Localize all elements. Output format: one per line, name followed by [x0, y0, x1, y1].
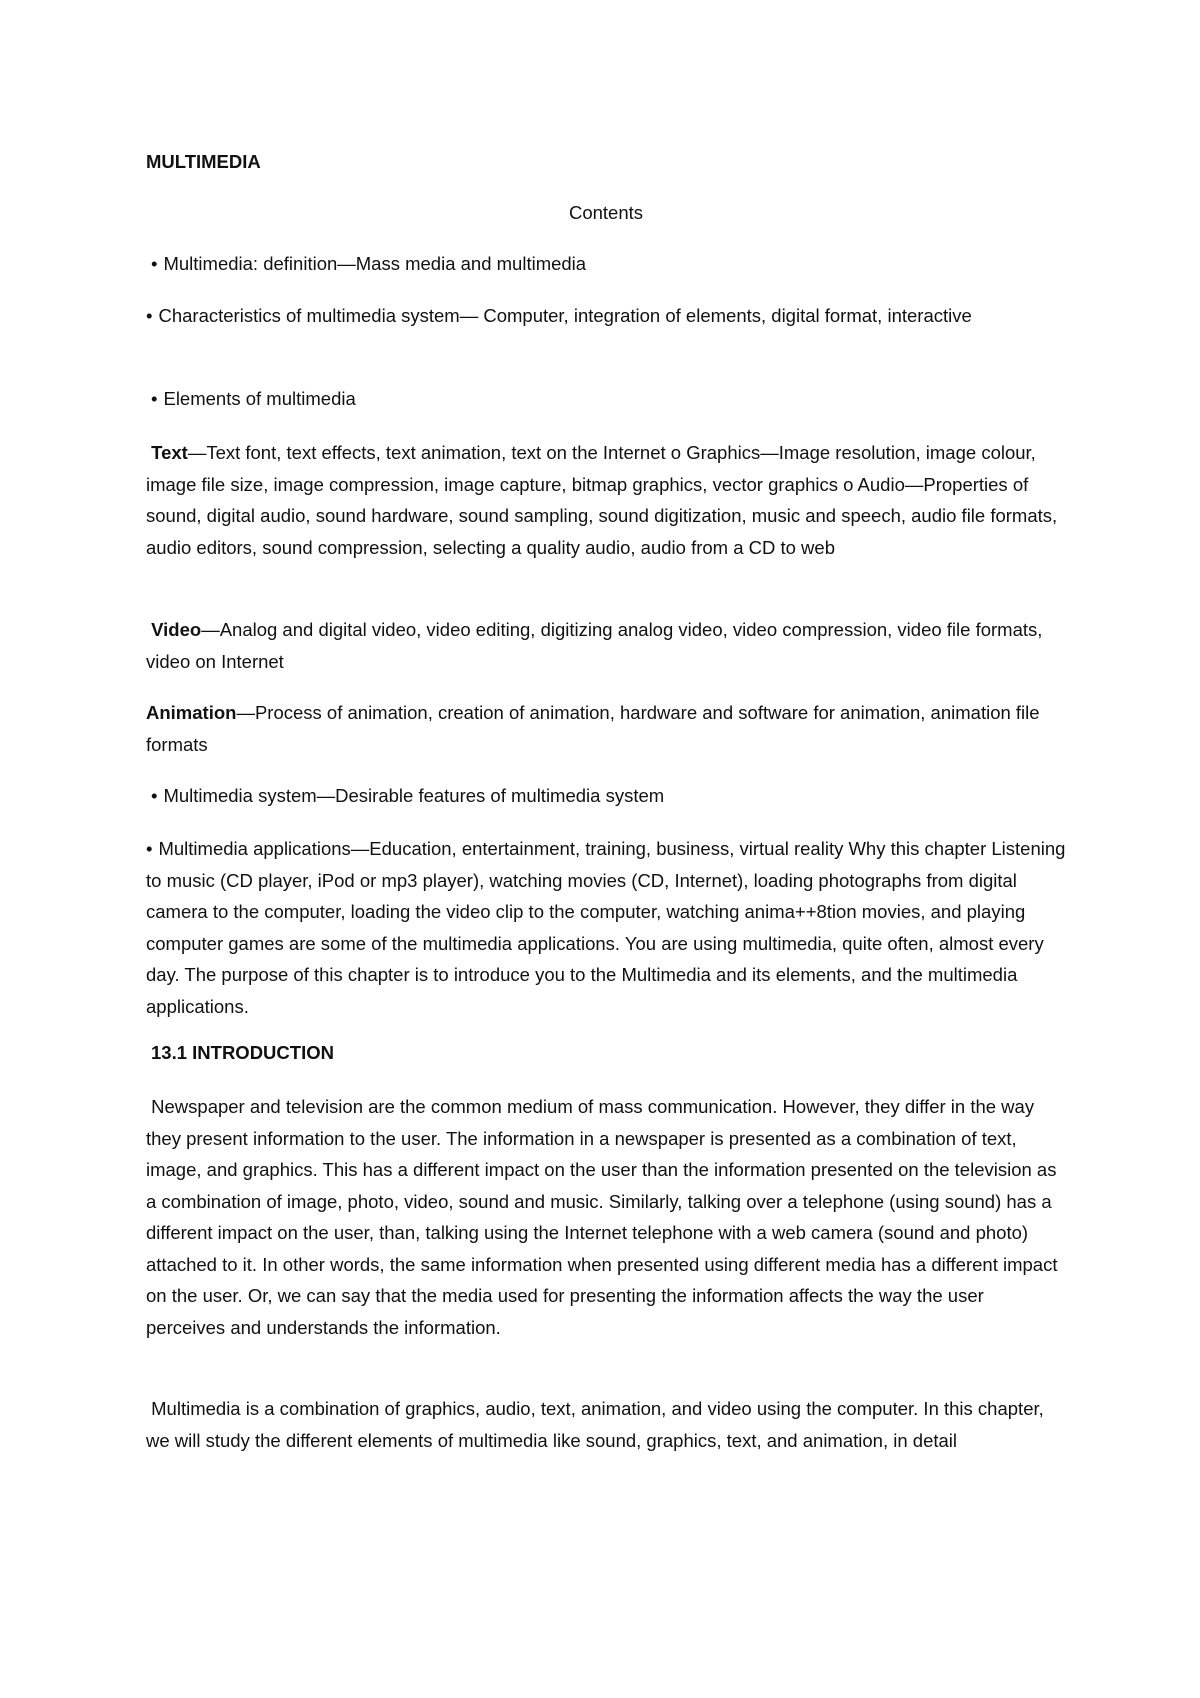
- paragraph: [146, 1091, 1066, 1343]
- video-label: Video: [151, 619, 202, 640]
- list-item-text: Elements of multimedia: [163, 388, 356, 409]
- bullet-icon: •: [146, 305, 153, 326]
- list-item: [151, 383, 1071, 415]
- list-item: [146, 833, 1066, 1022]
- text-label: Text: [151, 442, 188, 463]
- paragraph: [146, 1393, 1066, 1456]
- bullet-icon: •: [151, 785, 158, 806]
- text-body: —Text font, text effects, text animation, text on the Internet o Graphics—Image resolution, image colour, image file size, image compression, image capture, bitmap graphics, vector graphics o Audio—Properties of sound, digital audio, sound hardware, sound sampling, sound digitization, music and speech, audio file formats, audio editors, sound compression, selecting a quality audio, audio from a CD to web: [146, 442, 1058, 558]
- list-item: [146, 300, 1066, 332]
- list-item-text: Multimedia: definition—Mass media and multimedia: [163, 253, 587, 274]
- paragraph-text: [146, 437, 1066, 563]
- list-item-text: Multimedia applications—Education, entertainment, training, business, virtual reality Why this chapter Listening to music (CD player, iPod or mp3 player), watching movies (CD, Internet), loading photographs from digital camera to the computer, loading the video clip to the computer, watching anima++8tion movies, and playing computer games are some of the multimedia applications. You are using multimedia, quite often, almost every day. The purpose of this chapter is to introduce you to the Multimedia and its elements, and the multimedia applications.: [146, 838, 1066, 1017]
- animation-label: Animation: [146, 702, 237, 723]
- bullet-icon: •: [151, 253, 158, 274]
- paragraph-animation: [146, 697, 1066, 760]
- document-title: MULTIMEDIA: [146, 151, 261, 172]
- bullet-icon: •: [146, 838, 153, 859]
- paragraph-text: Newspaper and television are the common medium of mass communication. However, they differ in the way they present information to the user. The information in a newspaper is presented as a combination of text, image, and graphics. This has a different impact on the user than the information presented on the television as a combination of image, photo, video, sound and music. Similarly, talking over a telephone (using sound) has a different impact on the user, than, talking using the Internet telephone with a web camera (sound and photo) attached to it. In other words, the same information when presented using different media has a different impact on the user. Or, we can say that the media used for presenting the information affects the way the user perceives and understands the information.: [146, 1096, 1058, 1338]
- video-body: —Analog and digital video, video editing, digitizing analog video, video compression, video file formats, video on Internet: [146, 619, 1043, 672]
- list-item-text: Characteristics of multimedia system— Computer, integration of elements, digital format, interactive: [158, 305, 972, 326]
- bullet-icon: •: [151, 388, 158, 409]
- list-item: [151, 780, 1071, 812]
- paragraph-video: [146, 614, 1066, 677]
- list-item-text: Multimedia system—Desirable features of multimedia system: [163, 785, 665, 806]
- contents-heading: Contents: [568, 202, 644, 223]
- animation-body: —Process of animation, creation of animation, hardware and software for animation, animation file formats: [146, 702, 1040, 755]
- paragraph-text: Multimedia is a combination of graphics, audio, text, animation, and video using the computer. In this chapter, we will study the different elements of multimedia like sound, graphics, text, and animation, in detail: [146, 1398, 1044, 1451]
- section-heading: 13.1 INTRODUCTION: [151, 1042, 334, 1063]
- list-item: [151, 248, 1071, 280]
